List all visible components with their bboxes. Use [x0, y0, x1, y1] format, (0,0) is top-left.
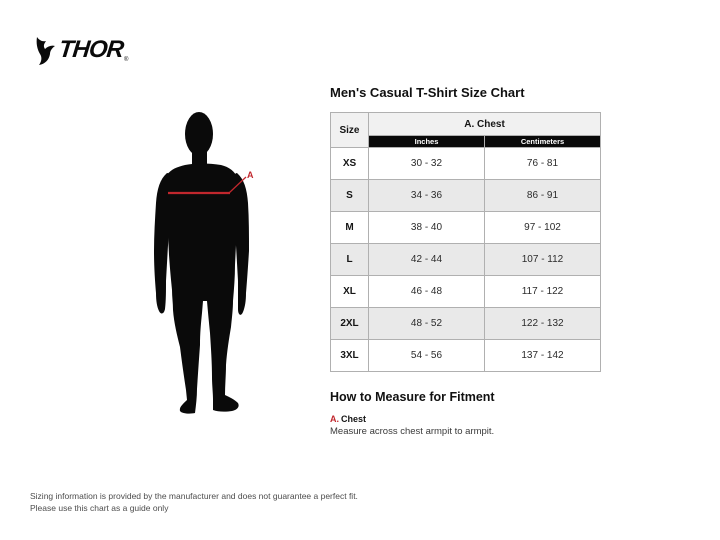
cell-size: XS	[331, 148, 369, 180]
size-chart-title: Men's Casual T-Shirt Size Chart	[330, 85, 525, 100]
table-header-row	[331, 113, 601, 136]
cell-inches: 48 - 52	[369, 308, 485, 340]
disclaimer-line-1: Sizing information is provided by the manufacturer and does not guarantee a perfect fit.	[30, 491, 358, 501]
cell-centimeters: 76 - 81	[485, 148, 601, 180]
cell-inches: 38 - 40	[369, 212, 485, 244]
cell-inches: 34 - 36	[369, 180, 485, 212]
centimeters-column-header: Centimeters	[485, 136, 601, 148]
cell-centimeters: 86 - 91	[485, 180, 601, 212]
cell-size: 2XL	[331, 308, 369, 340]
size-chart-table	[330, 112, 601, 372]
disclaimer-line-2: Please use this chart as a guide only	[30, 503, 169, 514]
table-row	[331, 308, 601, 340]
cell-size: L	[331, 244, 369, 276]
male-body-silhouette	[154, 112, 249, 414]
table-subheader-row	[331, 136, 601, 148]
cell-inches: 54 - 56	[369, 340, 485, 372]
cell-inches: 30 - 32	[369, 148, 485, 180]
table-row	[331, 276, 601, 308]
cell-centimeters: 107 - 112	[485, 244, 601, 276]
thor-horned-head-icon	[34, 36, 56, 66]
table-row	[331, 180, 601, 212]
measure-item-name: Chest	[341, 414, 367, 424]
cell-centimeters: 137 - 142	[485, 340, 601, 372]
measure-item-key: A.	[330, 414, 339, 424]
footer-disclaimer	[30, 490, 358, 515]
cell-size: S	[331, 180, 369, 212]
body-measurement-figure	[145, 105, 260, 425]
cell-centimeters: 122 - 132	[485, 308, 601, 340]
cell-size: XL	[331, 276, 369, 308]
table-row	[331, 148, 601, 180]
thor-logo	[34, 36, 128, 66]
measure-heading: How to Measure for Fitment	[330, 390, 495, 404]
table-row	[331, 212, 601, 244]
cell-inches: 46 - 48	[369, 276, 485, 308]
inches-column-header: Inches	[369, 136, 485, 148]
cell-size: M	[331, 212, 369, 244]
measure-item-title	[330, 414, 610, 424]
chest-group-header: A. Chest	[369, 113, 601, 136]
table-row	[331, 244, 601, 276]
thor-logo-text: THOR	[57, 36, 125, 63]
measure-section	[330, 390, 610, 437]
cell-centimeters: 97 - 102	[485, 212, 601, 244]
cell-inches: 42 - 44	[369, 244, 485, 276]
measure-item	[330, 414, 610, 437]
size-column-header: Size	[331, 113, 369, 148]
chest-measure-label: A	[247, 170, 254, 180]
male-silhouette-graphic	[145, 105, 260, 425]
table-row	[331, 340, 601, 372]
registered-mark: ®	[124, 57, 129, 63]
cell-size: 3XL	[331, 340, 369, 372]
measure-item-description: Measure across chest armpit to armpit.	[330, 426, 495, 437]
cell-centimeters: 117 - 122	[485, 276, 601, 308]
